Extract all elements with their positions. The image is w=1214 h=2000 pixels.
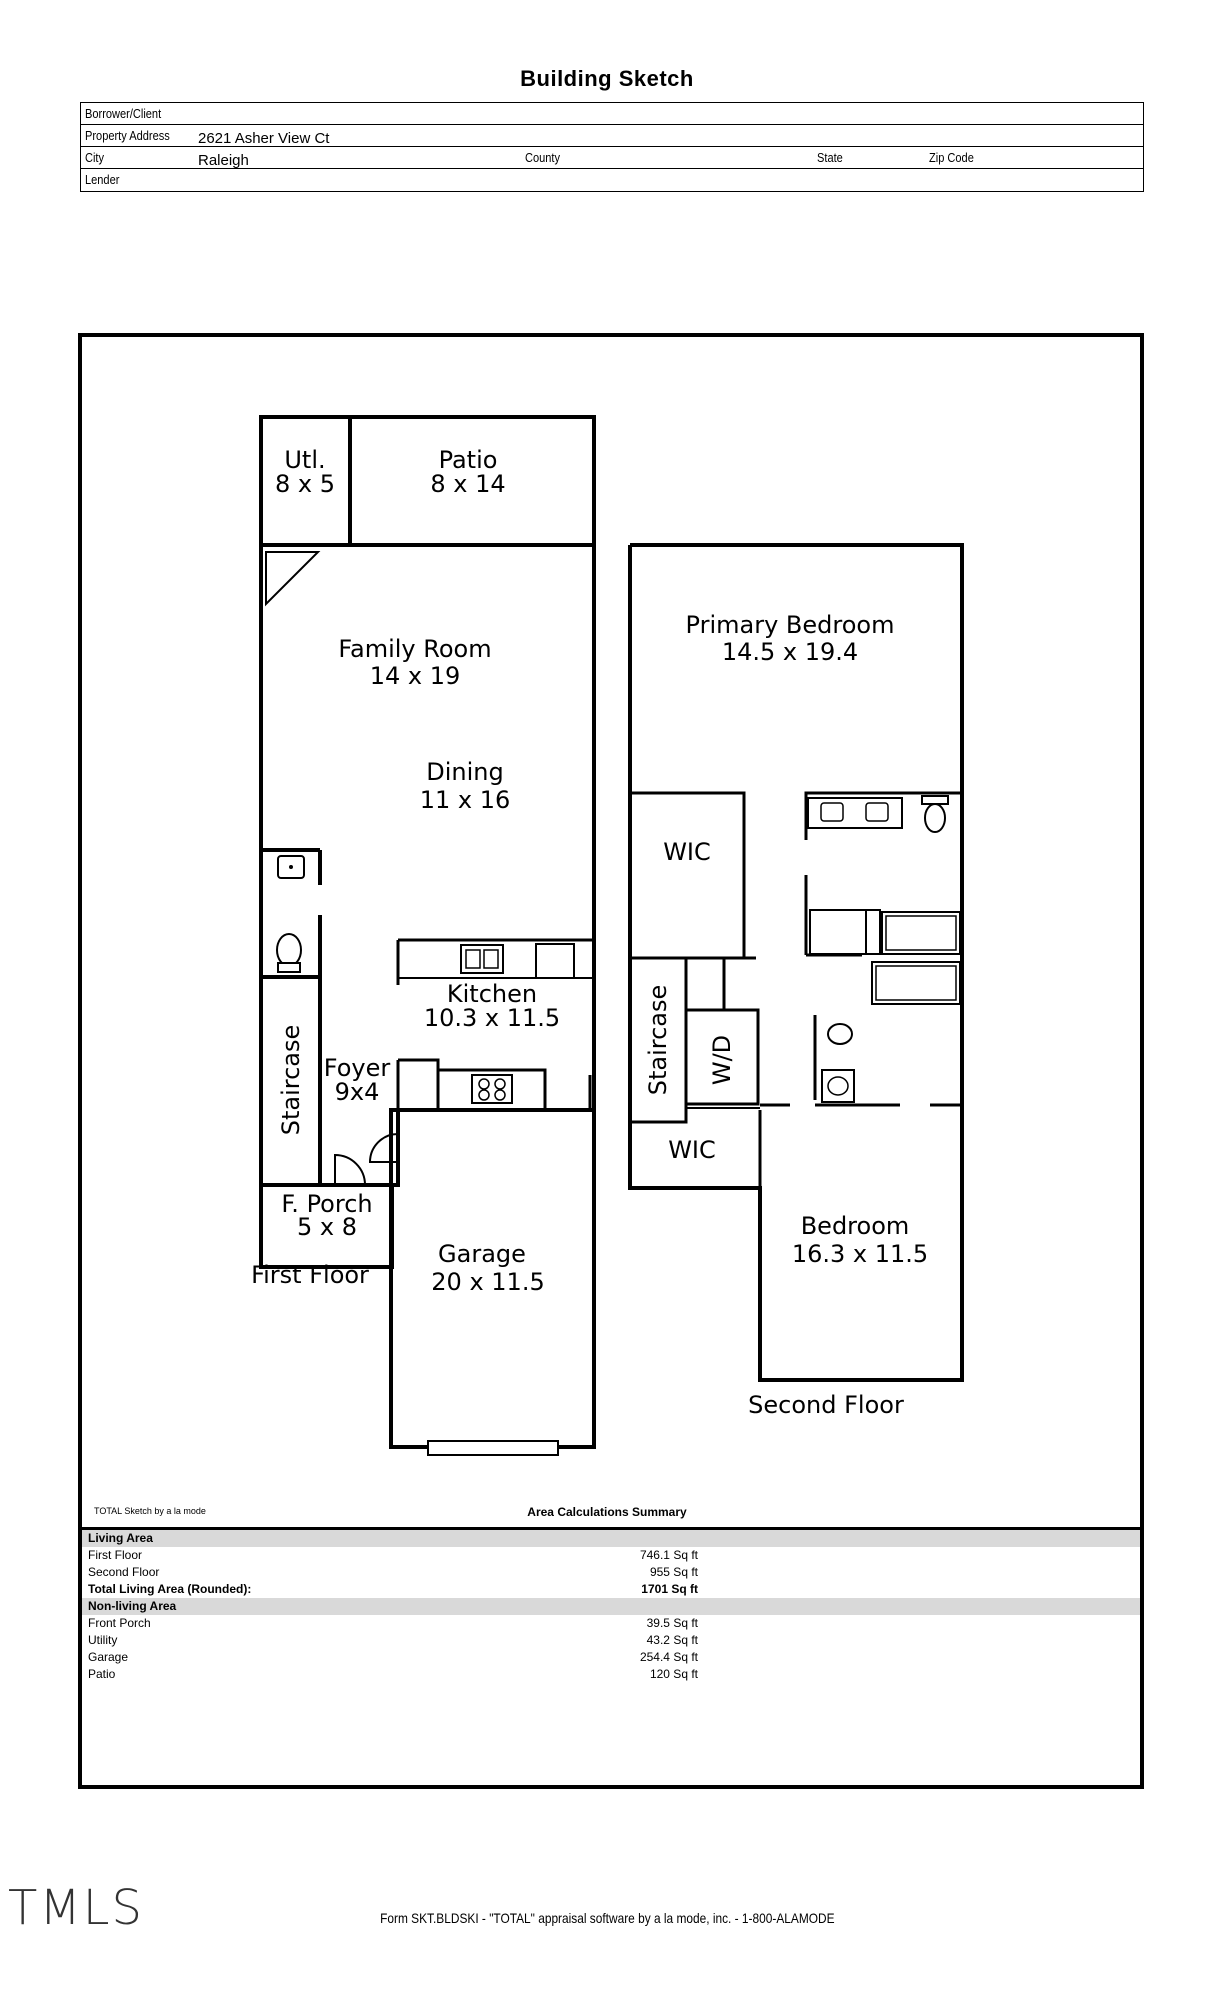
total-living-row (82, 1581, 1140, 1598)
utility-name: Utl. (284, 446, 326, 474)
hall-toilet (828, 1024, 852, 1044)
garage-name: Garage (438, 1240, 526, 1268)
primary-tub (882, 912, 960, 954)
row-label: Patio (88, 1667, 116, 1681)
primary-toilet (925, 804, 945, 832)
range-cooktop (472, 1075, 512, 1103)
foyer-dim: 9x4 (334, 1078, 380, 1106)
mls-logo: TMLS (8, 1880, 144, 1936)
lender-label: Lender (85, 172, 120, 187)
form-footer (0, 1910, 1214, 1926)
staircase-first-label: Staircase (277, 1024, 305, 1136)
hall-sink (822, 1070, 854, 1102)
kitchen-island-left (398, 1060, 438, 1110)
row-label: Front Porch (88, 1616, 151, 1630)
half-bath-toilet (277, 934, 301, 966)
summary-row (82, 1666, 1140, 1683)
nonliving-area-heading: Non-living Area (82, 1598, 1140, 1615)
address-label: Property Address (85, 128, 170, 143)
borrower-label: Borrower/Client (85, 106, 162, 121)
city-value: Raleigh (198, 152, 249, 169)
row-value: 955 Sq ft (649, 1565, 698, 1579)
area-summary-table (82, 1527, 1140, 1683)
row-label: Second Floor (88, 1565, 160, 1579)
washer-dryer-label: W/D (708, 1034, 736, 1086)
patio-name: Patio (438, 446, 498, 474)
family-room-dim: 14 x 19 (369, 662, 461, 690)
row-label: First Floor (88, 1548, 142, 1562)
footer-text: Form SKT.BLDSKI - "TOTAL" appraisal software by a la mode, inc. - 1-800-ALAMODE (379, 1910, 835, 1926)
row-label: Utility (88, 1633, 118, 1647)
porch-name: F. Porch (281, 1190, 373, 1218)
patio-dim: 8 x 14 (430, 470, 506, 498)
city-label: City (85, 150, 105, 165)
shower-door (866, 910, 880, 954)
shower (810, 910, 866, 954)
bedroom-dim: 16.3 x 11.5 (791, 1240, 929, 1268)
summary-row (82, 1632, 1140, 1649)
garage-door (428, 1441, 558, 1455)
dining-name: Dining (426, 758, 504, 786)
primary-bedroom-name: Primary Bedroom (685, 611, 895, 639)
utility-dim: 8 x 5 (275, 470, 335, 498)
summary-row (82, 1564, 1140, 1581)
kitchen-name: Kitchen (446, 980, 538, 1008)
zip-label: Zip Code (929, 150, 974, 165)
bedroom-name: Bedroom (800, 1212, 910, 1240)
row-value: 43.2 Sq ft (646, 1633, 698, 1647)
kitchen-sink (461, 945, 503, 973)
primary-bedroom-dim: 14.5 x 19.4 (721, 638, 859, 666)
total-label: Total Living Area (Rounded): (88, 1582, 252, 1596)
living-area-heading: Living Area (82, 1530, 1140, 1547)
second-floor-label: Second Floor (748, 1391, 904, 1419)
hall-tub (872, 962, 960, 1004)
garage-entry-door-swing (370, 1134, 398, 1162)
wic1-walls (630, 793, 744, 958)
refrigerator (536, 944, 574, 978)
porch-dim: 5 x 8 (297, 1213, 357, 1241)
row-label: Garage (88, 1650, 129, 1664)
staircase-second-label: Staircase (644, 984, 672, 1096)
row-value: 746.1 Sq ft (639, 1548, 698, 1562)
row-value: 120 Sq ft (649, 1667, 698, 1681)
kitchen-dim: 10.3 x 11.5 (423, 1004, 561, 1032)
fireplace-symbol (266, 552, 318, 604)
first-floor-label: First Floor (251, 1261, 369, 1289)
page-title: Building Sketch (520, 66, 694, 91)
summary-row (82, 1615, 1140, 1632)
summary-title: Area Calculations Summary (527, 1505, 687, 1519)
front-door-swing (335, 1155, 365, 1185)
family-room-name: Family Room (338, 635, 492, 663)
garage-dim: 20 x 11.5 (431, 1268, 545, 1296)
foyer-name: Foyer (323, 1054, 391, 1082)
toilet-tank (922, 796, 948, 804)
row-value: 39.5 Sq ft (646, 1616, 698, 1630)
toilet-tank (278, 963, 300, 972)
state-label: State (817, 150, 843, 165)
wic-primary-label: WIC (663, 838, 711, 866)
dining-dim: 11 x 16 (419, 786, 511, 814)
row-value: 254.4 Sq ft (639, 1650, 698, 1664)
summary-row (82, 1547, 1140, 1564)
summary-row (82, 1649, 1140, 1666)
address-value: 2621 Asher View Ct (198, 130, 330, 147)
sketch-credit: TOTAL Sketch by a la mode (94, 1506, 206, 1516)
total-value: 1701 Sq ft (641, 1582, 698, 1596)
county-label: County (525, 150, 561, 165)
wic-bedroom-label: WIC (668, 1136, 716, 1164)
sink-drain (289, 865, 293, 869)
